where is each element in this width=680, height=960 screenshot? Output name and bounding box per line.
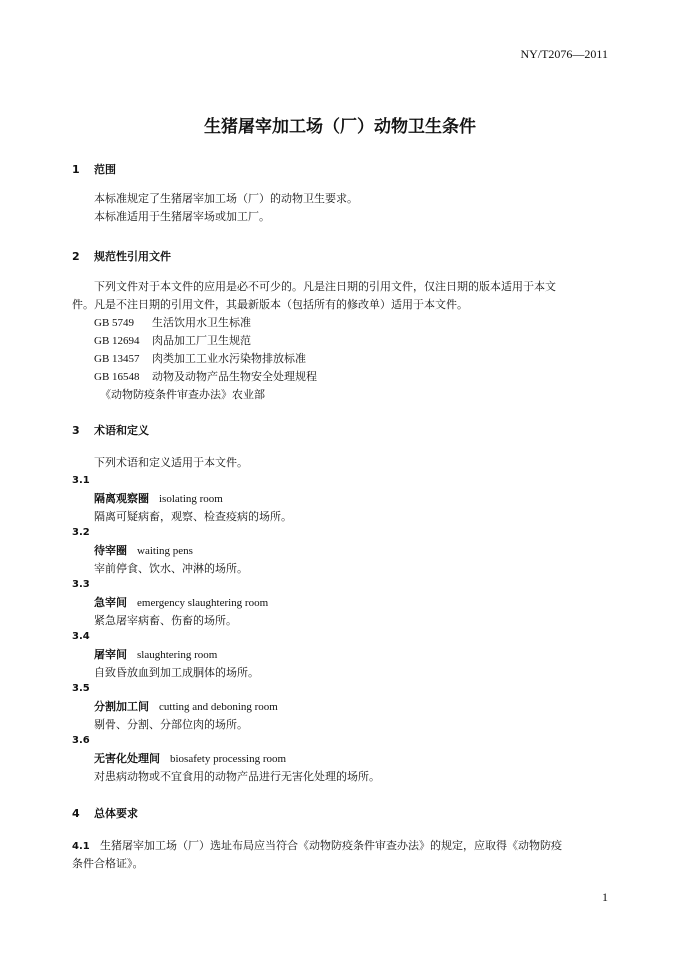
term-definition: 宰前停食、饮水、冲淋的场所。 — [94, 562, 248, 575]
term-definition: 自致昏放血到加工成胴体的场所。 — [94, 666, 259, 679]
section-title: 术语和定义 — [94, 424, 149, 437]
term-number: 3.3 — [72, 579, 90, 590]
section-title: 规范性引用文件 — [94, 250, 171, 263]
standard-code: NY/T2076—2011 — [520, 47, 608, 61]
term-definition: 对患病动物或不宜食用的动物产品进行无害化处理的场所。 — [94, 770, 380, 783]
term-number: 3.4 — [72, 631, 90, 642]
term-zh: 隔离观察圈 — [94, 492, 149, 505]
term-en: isolating room — [159, 493, 223, 505]
reference-code: GB 12694 — [94, 335, 140, 347]
paragraph-line: 条件合格证》。 — [72, 857, 144, 870]
reference-item: 《动物防疫条件审查办法》农业部 — [100, 388, 265, 401]
reference-item — [94, 368, 317, 386]
reference-name: 肉品加工厂卫生规范 — [152, 334, 251, 347]
clause-4-1-line — [72, 837, 562, 856]
term-heading — [94, 542, 193, 558]
paragraph-line: 下列文件对于本文件的应用是必不可少的。凡是注日期的引用文件，仅注日期的版本适用于本文 — [94, 280, 556, 293]
term-definition: 隔离可疑病畜，观察、检查疫病的场所。 — [94, 510, 292, 523]
term-zh: 屠宰间 — [94, 648, 127, 661]
term-heading — [94, 698, 278, 714]
term-number: 3.2 — [72, 527, 90, 538]
term-number: 3.5 — [72, 683, 90, 694]
term-definition: 紧急屠宰病畜、伤畜的场所。 — [94, 614, 237, 627]
term-zh: 待宰圈 — [94, 544, 127, 557]
page-number: 1 — [602, 890, 608, 904]
paragraph-line: 件。凡是不注日期的引用文件，其最新版本（包括所有的修改单）适用于本文件。 — [72, 298, 468, 311]
term-zh: 急宰间 — [94, 596, 127, 609]
reference-item — [94, 332, 317, 350]
term-en: biosafety processing room — [170, 753, 287, 765]
reference-name: 肉类加工工业水污染物排放标准 — [152, 352, 306, 365]
section-4-heading — [72, 805, 138, 821]
section-3-heading — [72, 422, 149, 438]
term-zh: 分割加工间 — [94, 700, 149, 713]
term-zh: 无害化处理间 — [94, 752, 160, 765]
reference-code: GB 13457 — [94, 353, 140, 365]
term-number: 3.6 — [72, 735, 90, 746]
term-en: slaughtering room — [137, 649, 218, 661]
paragraph-line: 本标准适用于生猪屠宰场或加工厂。 — [94, 210, 270, 223]
section-number: 4 — [72, 807, 80, 820]
term-heading — [94, 490, 223, 506]
reference-item — [94, 350, 317, 368]
normative-references-list — [94, 314, 317, 404]
reference-name: 动物及动物产品生物安全处理规程 — [152, 370, 317, 383]
term-number: 3.1 — [72, 475, 90, 486]
term-heading — [94, 646, 217, 662]
reference-name: 生活饮用水卫生标准 — [152, 316, 251, 329]
term-en: waiting pens — [137, 545, 193, 557]
section-3-intro: 下列术语和定义适用于本文件。 — [94, 456, 248, 469]
section-1-heading — [72, 161, 116, 177]
term-en: cutting and deboning room — [159, 701, 278, 713]
section-title: 范围 — [94, 163, 116, 176]
section-2-heading — [72, 248, 171, 264]
section-number: 1 — [72, 163, 80, 176]
section-number: 2 — [72, 250, 80, 263]
page-title: 生猪屠宰加工场（厂）动物卫生条件 — [204, 117, 476, 137]
term-definition: 剔骨、分割、分部位肉的场所。 — [94, 718, 248, 731]
section-title: 总体要求 — [94, 807, 138, 820]
paragraph-line: 本标准规定了生猪屠宰加工场（厂）的动物卫生要求。 — [94, 192, 358, 205]
clause-number: 4.1 — [72, 841, 90, 852]
term-heading — [94, 750, 286, 766]
reference-code: GB 5749 — [94, 317, 135, 329]
section-number: 3 — [72, 424, 80, 437]
term-en: emergency slaughtering room — [137, 597, 269, 609]
section-1-body — [94, 190, 358, 226]
reference-item — [94, 314, 317, 332]
term-heading — [94, 594, 268, 610]
paragraph-line: 生猪屠宰加工场（厂）选址布局应当符合《动物防疫条件审查办法》的规定，应取得《动物防疫 — [100, 839, 562, 852]
reference-code: GB 16548 — [94, 371, 140, 383]
